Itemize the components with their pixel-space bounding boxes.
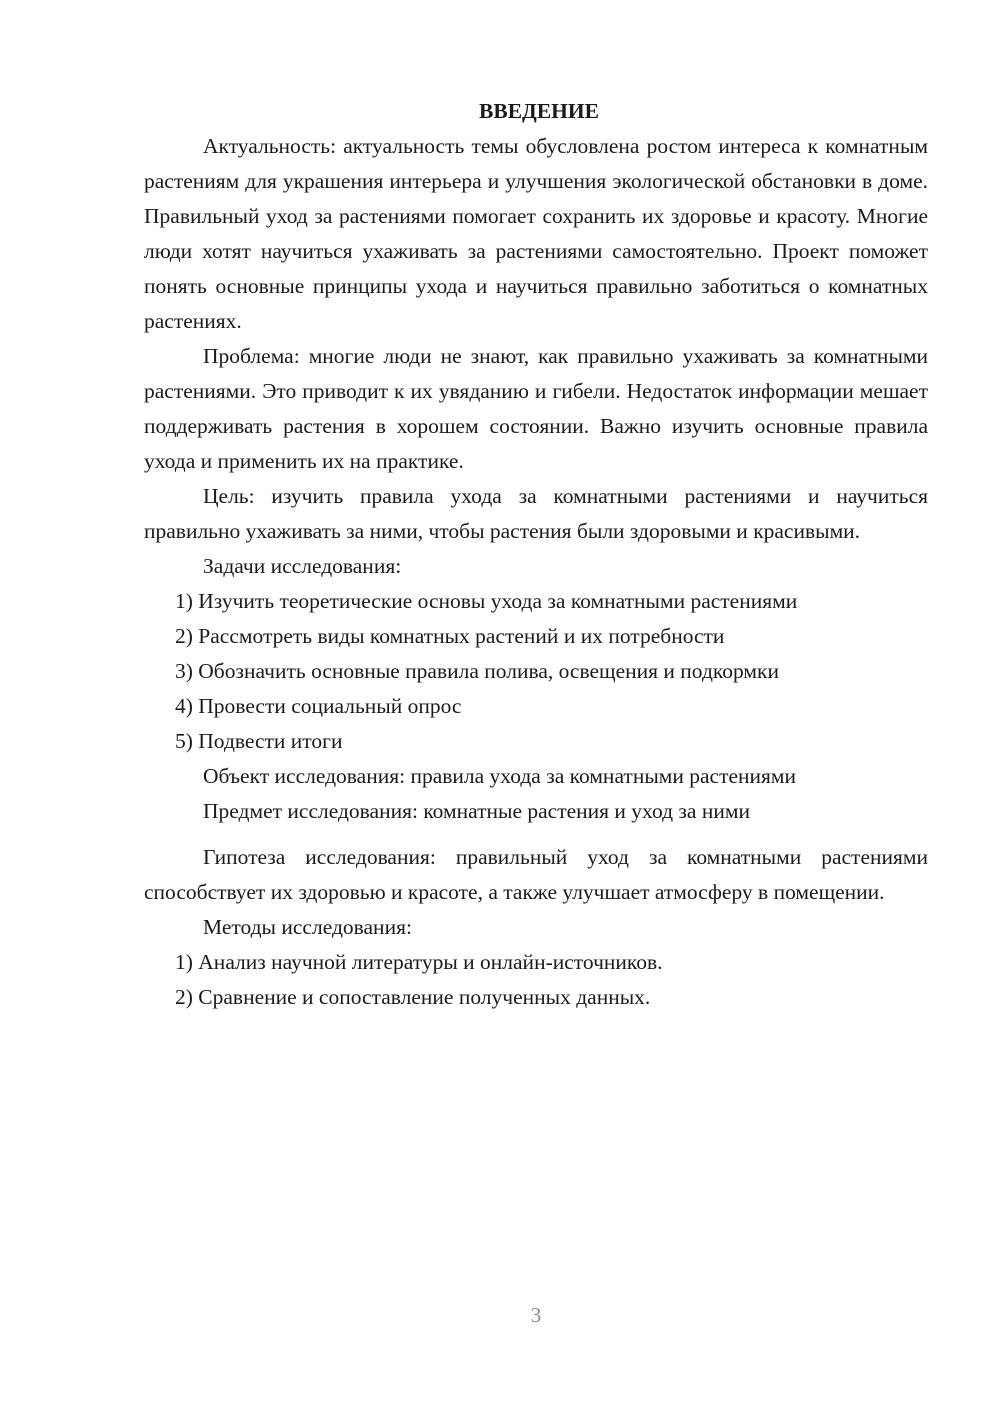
method-item: 1) Анализ научной литературы и онлайн-источников. <box>175 950 663 974</box>
object-paragraph: Объект исследования: правила ухода за комнатными растениями <box>203 764 797 788</box>
task-item: 5) Подвести итоги <box>175 729 343 753</box>
task-item: 3) Обозначить основные правила полива, освещения и подкормки <box>175 659 779 683</box>
task-item: 4) Провести социальный опрос <box>175 694 462 718</box>
methods-label: Методы исследования: <box>203 915 412 939</box>
task-item: 2) Рассмотреть виды комнатных растений и их потребности <box>175 624 725 648</box>
subject-paragraph: Предмет исследования: комнатные растения и уход за ними <box>203 799 750 823</box>
page-content <box>144 94 928 1015</box>
goal-paragraph: Цель: изучить правила ухода за комнатными растениями и научиться правильно ухаживать за ними, чтобы растения были здоровыми и красивыми. <box>144 484 928 543</box>
method-item: 2) Сравнение и сопоставление полученных данных. <box>175 985 651 1009</box>
page-number: 3 <box>530 1303 542 1327</box>
section-title: ВВЕДЕНИЕ <box>479 99 599 123</box>
task-item: 1) Изучить теоретические основы ухода за комнатными растениями <box>175 589 798 613</box>
hypothesis-paragraph: Гипотеза исследования: правильный уход за комнатными растениями способствует их здоровью и красоте, а также улучшает атмосферу в помещении. <box>144 845 928 904</box>
tasks-label: Задачи исследования: <box>203 554 402 578</box>
problem-paragraph: Проблема: многие люди не знают, как правильно ухаживать за комнатными растениями. Это приводит к их увяданию и гибели. Недостаток информации мешает поддерживать растения в хорошем состоянии. Важно изучить основные правила ухода и применить их на практике. <box>144 344 928 473</box>
relevance-paragraph: Актуальность: актуальность темы обусловлена ростом интереса к комнатным растениям для украшения интерьера и улучшения экологической обстановки в доме. Правильный уход за растениями помогает сохранить их здоровье и красоту. Многие люди хотят научиться ухаживать за растениями самостоятельно. Проект поможет понять основные принципы ухода и научиться правильно заботиться о комнатных растениях. <box>144 134 928 333</box>
